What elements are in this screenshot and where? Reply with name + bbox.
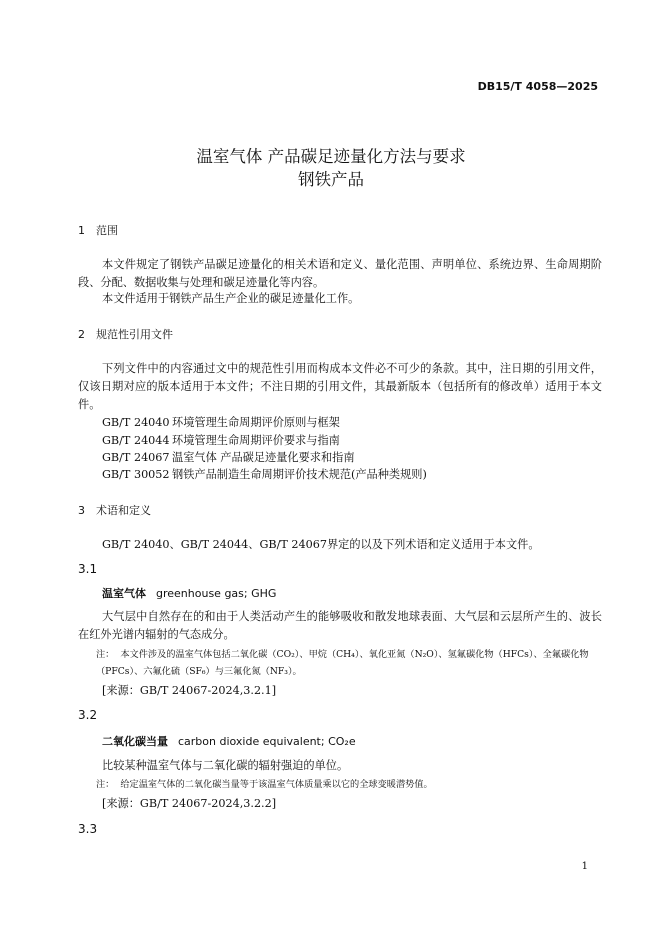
term-heading (102, 733, 356, 749)
section-1-heading (78, 222, 118, 238)
term-en: greenhouse gas; GHG (156, 587, 277, 600)
note-text: 本文件涉及的温室气体包括二氧化碳（CO₂）、甲烷（CH₄）、氧化亚氮（N₂O）、氢氟碳化物（HFCs）、全氟碳化物（PFCs）、六氟化硫（SF₆）与三氟化氮（NF₃）。 (96, 649, 589, 677)
section-title: 范围 (96, 224, 118, 237)
reference-code: GB/T 24044 (102, 434, 170, 447)
reference-title: 钢铁产品制造生命周期评价技术规范(产品种类规则) (172, 468, 427, 481)
term-zh: 温室气体 (102, 587, 146, 600)
term-source: [来源：GB/T 24067-2024,3.2.2] (102, 797, 277, 810)
reference-title: 环境管理生命周期评价原则与框架 (172, 416, 340, 429)
section-title: 术语和定义 (96, 504, 151, 517)
section-2-heading (78, 326, 173, 342)
term-en: carbon dioxide equivalent; CO₂e (178, 735, 356, 748)
reference-code: GB/T 24067 (102, 451, 170, 464)
section-3-heading (78, 502, 151, 518)
reference-code: GB/T 30052 (102, 468, 170, 481)
term-number: 3.2 (78, 708, 98, 722)
doc-title-line2: 钢铁产品 (298, 170, 364, 189)
section-3-intro: GB/T 24040、GB/T 24044、GB/T 24067界定的以及下列术语和定义适用于本文件。 (102, 538, 540, 551)
section-number: 2 (78, 328, 85, 341)
term-note (96, 776, 602, 793)
reference-item (102, 466, 427, 482)
note-label: 注： (96, 779, 115, 790)
term-zh: 二氧化碳当量 (102, 735, 168, 748)
term-source: [来源：GB/T 24067-2024,3.2.1] (102, 684, 277, 697)
section-1-para-1: 本文件规定了钢铁产品碳足迹量化的相关术语和定义、量化范围、声明单位、系统边界、生命周期阶段、分配、数据收集与处理和碳足迹量化等内容。 (78, 258, 602, 289)
term-definition: 大气层中自然存在的和由于人类活动产生的能够吸收和散发地球表面、大气层和云层所产生的、波长在红外光谱内辐射的气态成分。 (78, 610, 602, 641)
doc-number: DB15/T 4058—2025 (477, 80, 598, 93)
term-note (96, 646, 602, 680)
term-number: 3.1 (78, 562, 98, 576)
section-2-para: 下列文件中的内容通过文中的规范性引用而构成本文件必不可少的条款。其中，注日期的引用文件，仅该日期对应的版本适用于本文件；不注日期的引用文件，其最新版本（包括所有的修改单）适用于本文件。 (78, 362, 602, 411)
note-text: 给定温室气体的二氧化碳当量等于该温室气体质量乘以它的全球变暖潜势值。 (120, 779, 433, 790)
section-1-para-2: 本文件适用于钢铁产品生产企业的碳足迹量化工作。 (102, 292, 360, 305)
term-definition: 比较某种温室气体与二氧化碳的辐射强迫的单位。 (102, 759, 349, 772)
page-number: 1 (581, 861, 588, 872)
reference-item (102, 449, 355, 465)
section-title: 规范性引用文件 (96, 328, 173, 341)
term-heading (102, 585, 276, 601)
reference-title: 温室气体 产品碳足迹量化要求和指南 (172, 451, 355, 464)
doc-title-line1: 温室气体 产品碳足迹量化方法与要求 (196, 147, 466, 166)
reference-title: 环境管理生命周期评价要求与指南 (172, 434, 340, 447)
section-number: 1 (78, 224, 85, 237)
reference-code: GB/T 24040 (102, 416, 170, 429)
reference-item (102, 432, 340, 448)
term-number: 3.3 (78, 822, 98, 836)
note-label: 注： (96, 649, 115, 660)
section-number: 3 (78, 504, 85, 517)
reference-item (102, 414, 340, 430)
